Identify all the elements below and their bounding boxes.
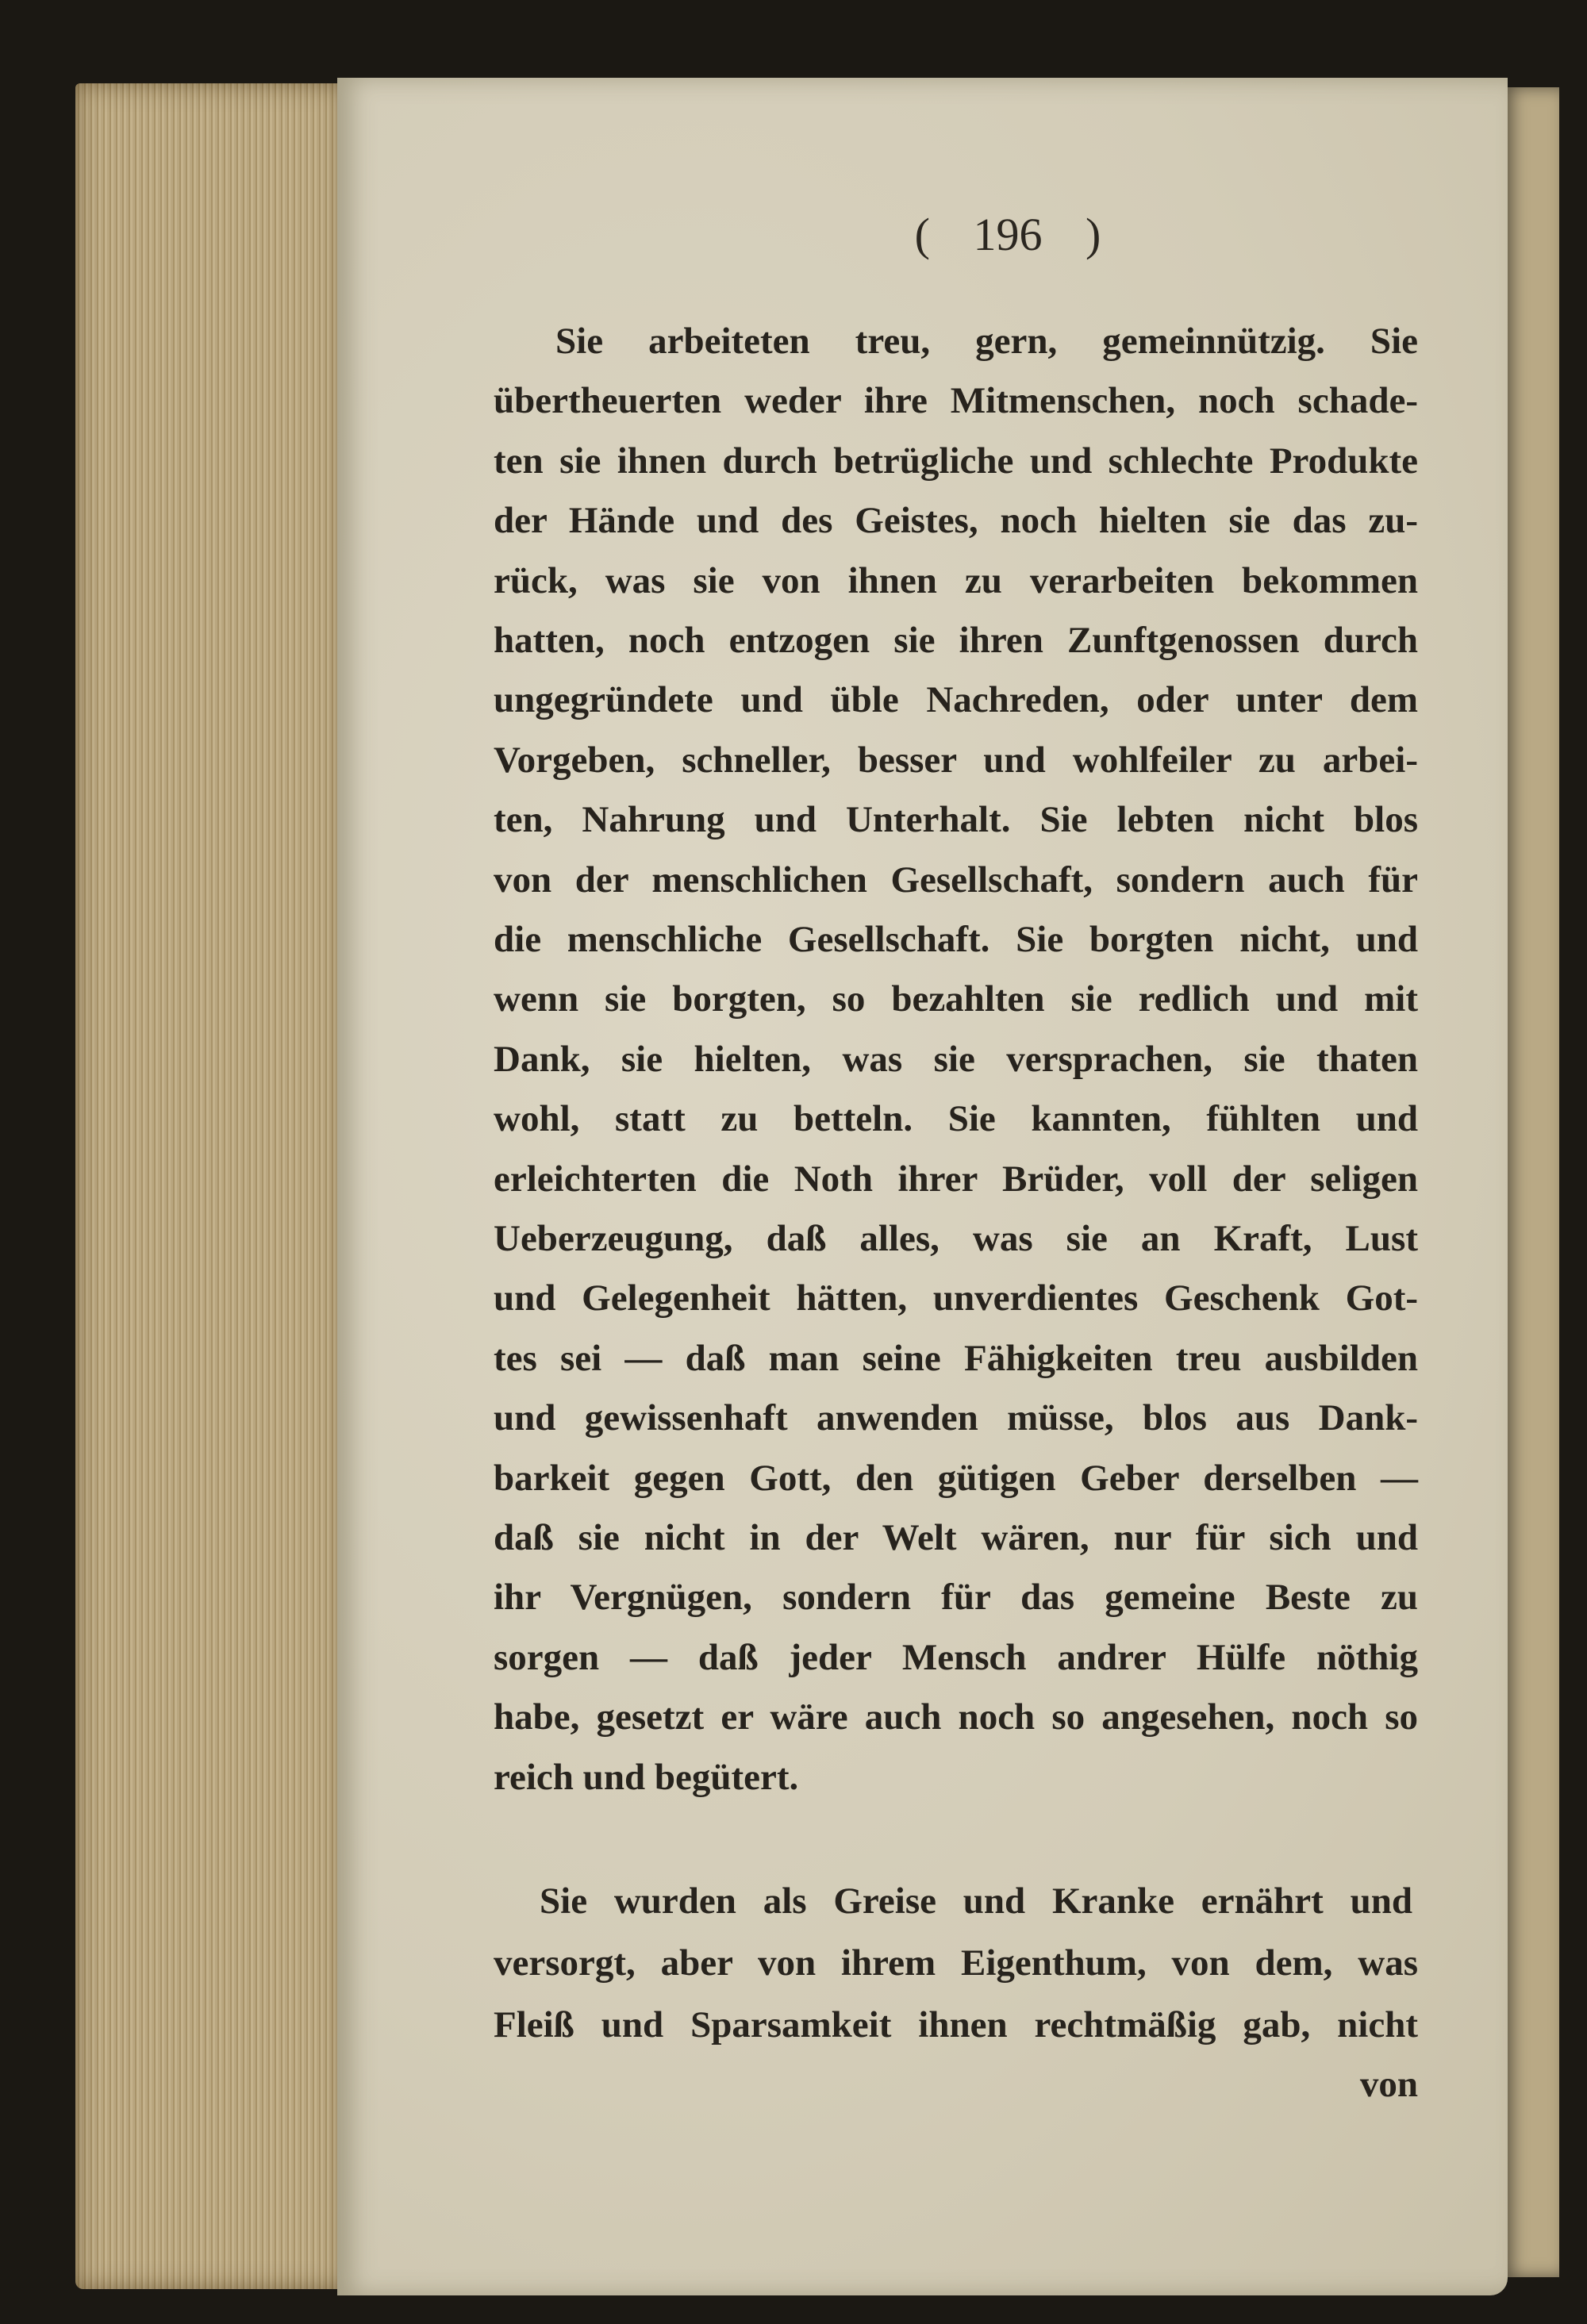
page-number: ( 196 )	[914, 209, 1101, 260]
text-line: barkeit gegen Gott, den gütigen Geber derselben —	[494, 1457, 1418, 1499]
text-line: Sie wurden als Greise und Kranke ernährt und	[540, 1880, 1412, 1922]
text-line: wenn sie borgten, so bezahlten sie redlich und mit	[494, 978, 1418, 1020]
text-line: Vorgeben, schneller, besser und wohlfeiler zu arbei-	[494, 739, 1418, 781]
text-line: Sie arbeiteten treu, gern, gemeinnützig. Sie	[555, 321, 1418, 362]
text-line: Dank, sie hielten, was sie versprachen, sie thaten	[494, 1038, 1418, 1080]
text-line: ihr Vergnügen, sondern für das gemeine Beste zu	[494, 1577, 1418, 1619]
text-line: die menschliche Gesellschaft. Sie borgten nicht, und	[494, 919, 1418, 960]
text-line: reich und begütert.	[494, 1756, 799, 1798]
text-line: von der menschlichen Gesellschaft, sondern auch für	[494, 859, 1418, 901]
text-line: ten, Nahrung und Unterhalt. Sie lebten nicht blos	[494, 799, 1418, 841]
text-line: sorgen — daß jeder Mensch andrer Hülfe nöthig	[494, 1636, 1418, 1678]
text-line: rück, was sie von ihnen zu verarbeiten bekommen	[494, 559, 1418, 601]
catchword: von	[1359, 2064, 1418, 2105]
text-line: übertheuerten weder ihre Mitmenschen, noch schade-	[494, 380, 1418, 422]
text-line: tes sei — daß man seine Fähigkeiten treu ausbilden	[494, 1337, 1418, 1379]
text-line: der Hände und des Geistes, noch hielten sie das zu-	[494, 500, 1418, 542]
text-line: ungegründete und üble Nachreden, oder unter dem	[494, 679, 1418, 721]
text-line: erleichterten die Noth ihrer Brüder, voll der seligen	[494, 1158, 1418, 1200]
text-line: habe, gesetzt er wäre auch noch so angesehen, noch so	[494, 1696, 1418, 1738]
text-line: wohl, statt zu betteln. Sie kannten, fühlten und	[494, 1098, 1418, 1140]
text-line: und gewissenhaft anwenden müsse, blos aus Dank-	[494, 1397, 1418, 1439]
facing-page-edge	[1504, 87, 1559, 2277]
text-line: und Gelegenheit hätten, unverdientes Geschenk Got-	[494, 1277, 1418, 1319]
text-line: ten sie ihnen durch betrügliche und schlechte Produkte	[494, 440, 1418, 482]
text-line: Fleiß und Sparsamkeit ihnen rechtmäßig gab, nicht	[494, 2004, 1418, 2046]
text-line: daß sie nicht in der Welt wären, nur für sich und	[494, 1517, 1418, 1558]
text-line: hatten, noch entzogen sie ihren Zunftgenossen durch	[494, 620, 1418, 661]
page-edges	[75, 83, 345, 2289]
text-line: Ueberzeugung, daß alles, was sie an Kraft, Lust	[494, 1218, 1418, 1259]
text-line: versorgt, aber von ihrem Eigenthum, von dem, was	[494, 1942, 1418, 1984]
